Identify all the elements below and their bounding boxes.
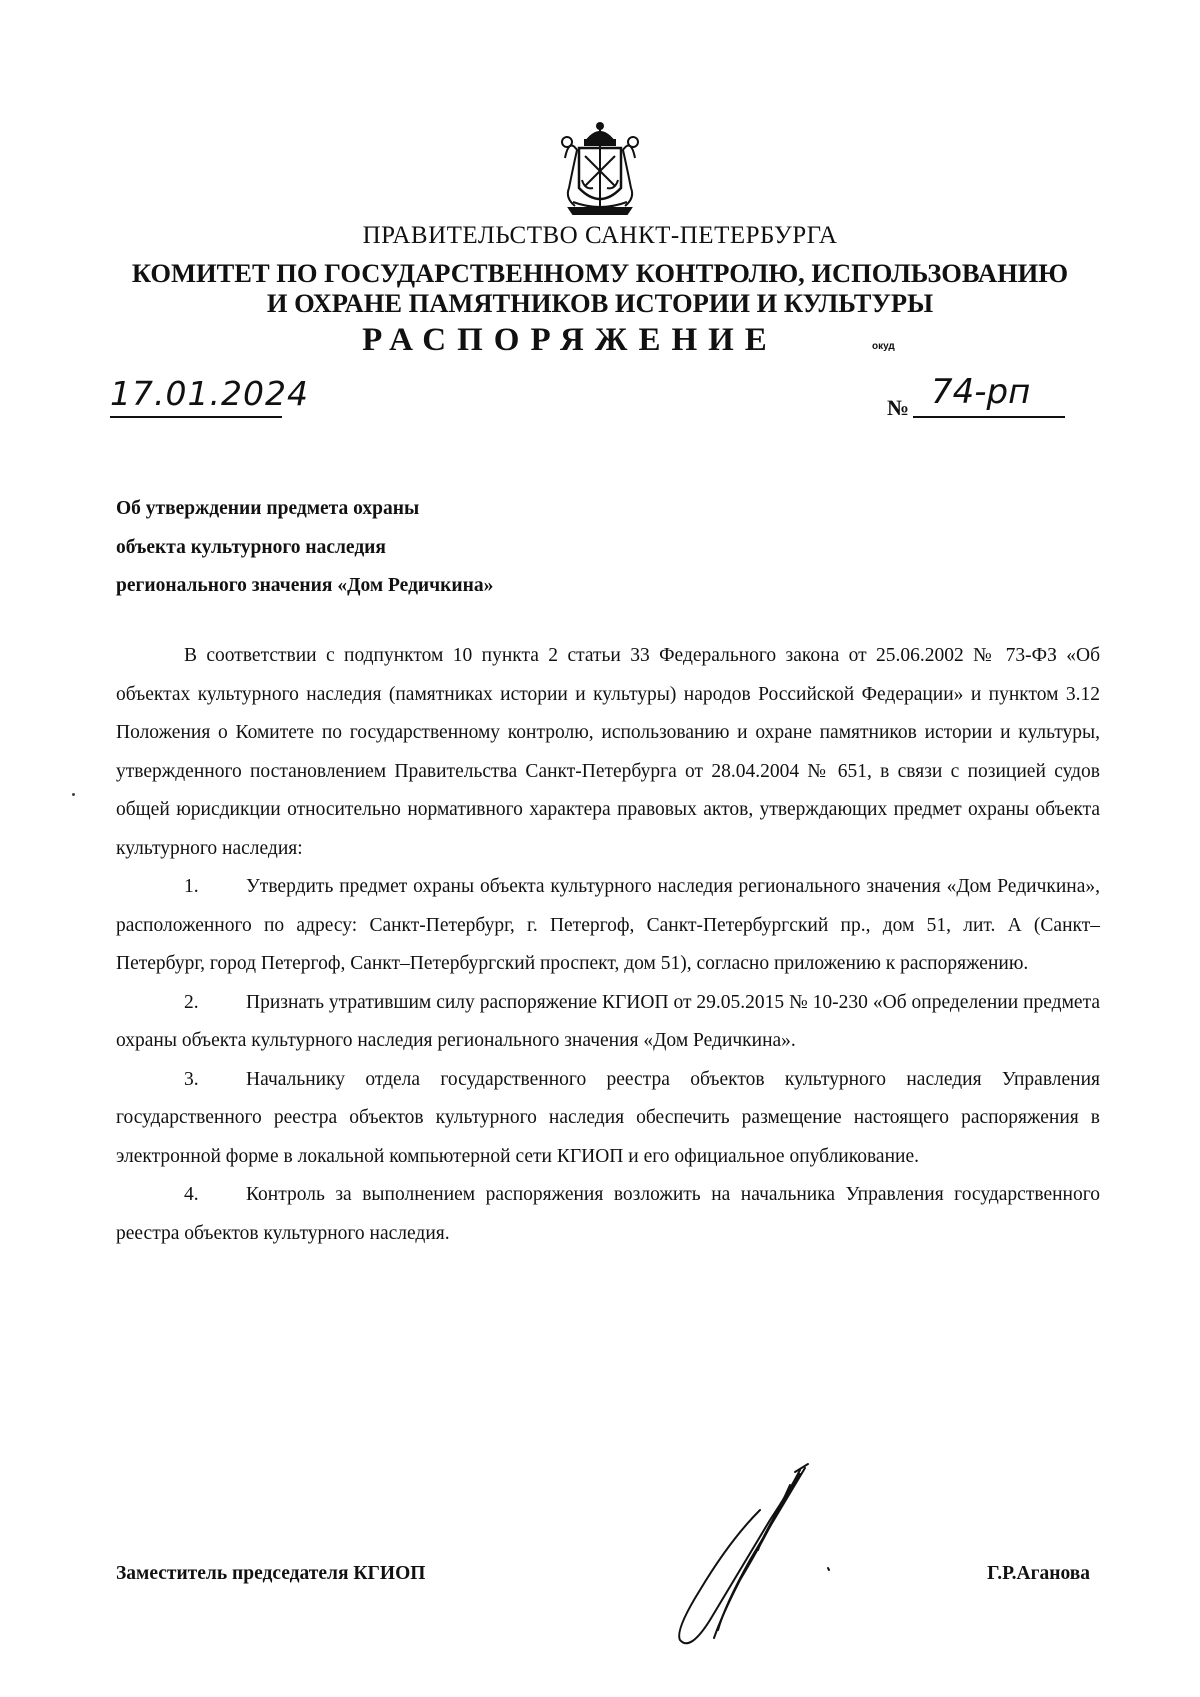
committee-title xyxy=(0,258,1200,318)
list-item xyxy=(116,984,1100,1061)
list-item xyxy=(116,1061,1100,1177)
item-number: 4. xyxy=(184,1184,199,1205)
item-text: Начальнику отдела государственного реестра объектов культурного наследия Управления государственного реестра объектов культурного наследия обеспечить размещение настоящего распоряжения в электронной форме в локальной компьютерной сети КГИОП и его официальное опубликование. xyxy=(116,1068,1100,1167)
subject-line-2: объекта культурного наследия xyxy=(116,536,386,558)
scan-speck xyxy=(72,793,75,796)
list-item xyxy=(116,1176,1100,1253)
subject-line-3: регионального значения «Дом Редичкина» xyxy=(116,575,494,596)
document-type: РАСПОРЯЖЕНИЕ xyxy=(362,322,778,358)
item-number: 1. xyxy=(184,876,199,897)
date-field xyxy=(110,374,309,418)
committee-line-2: И ОХРАНЕ ПАМЯТНИКОВ ИСТОРИИ И КУЛЬТУРЫ xyxy=(266,288,934,318)
item-text: Контроль за выполнением распоряжения возложить на начальника Управления государственного реестра объектов культурного наследия. xyxy=(116,1184,1100,1244)
item-text: Утвердить предмет охраны объекта культурного наследия регионального значения «Дом Редичкина», расположенного по адресу: Санкт-Петербург, г. Петергоф, Санкт-Петербургский пр., дом 51, лит. А (Санкт–Петербург, город Петергоф, Санкт–Петербургский проспект, дом 51), согласно приложению к распоряжению. xyxy=(116,876,1100,974)
list-item xyxy=(116,868,1100,984)
government-title: ПРАВИТЕЛЬСТВО САНКТ-ПЕТЕРБУРГА xyxy=(362,222,838,249)
item-number: 3. xyxy=(184,1068,199,1090)
document-subject xyxy=(116,490,493,606)
document-body xyxy=(116,637,1100,1253)
signatory-position: Заместитель председателя КГИОП xyxy=(116,1563,426,1584)
item-text: Признать утратившим силу распоряжение КГИОП от 29.05.2015 № 10-230 «Об определении предмета охраны объекта культурного наследия регионального значения «Дом Редичкина». xyxy=(116,991,1100,1051)
item-number: 2. xyxy=(184,991,199,1013)
okud-label: окуд xyxy=(872,341,895,352)
preamble-paragraph: В соответствии с подпунктом 10 пункта 2 статьи 33 Федерального закона от 25.06.2002 № 73-ФЗ «Об объектах культурного наследия (памятниках истории и культуры) народов Российской Федерации» и пунктом 3.12 Положения о Комитете по государственному контролю, использованию и охране памятников истории и культуры, утвержденного постановлением Правительства Санкт-Петербурга от 28.04.2004 № 651, в связи с позицией судов общей юрисдикции относительно нормативного характера правовых актов, утверждающих предмет охраны объекта культурного наследия: xyxy=(116,645,1100,859)
spb-coat-of-arms-icon xyxy=(555,118,645,218)
date-value: 17.01.2024 xyxy=(110,374,309,413)
number-field xyxy=(913,372,1065,418)
signatory-name: Г.Р.Аганова xyxy=(987,1563,1090,1584)
number-value: 74-рп xyxy=(931,372,1031,412)
number-label: № xyxy=(887,395,910,420)
committee-line-1: КОМИТЕТ ПО ГОСУДАРСТВЕННОМУ КОНТРОЛЮ, ИСПОЛЬЗОВАНИЮ xyxy=(131,258,1069,288)
subject-line-1: Об утверждении предмета охраны xyxy=(116,498,420,519)
handwritten-signature-icon xyxy=(640,1460,840,1660)
